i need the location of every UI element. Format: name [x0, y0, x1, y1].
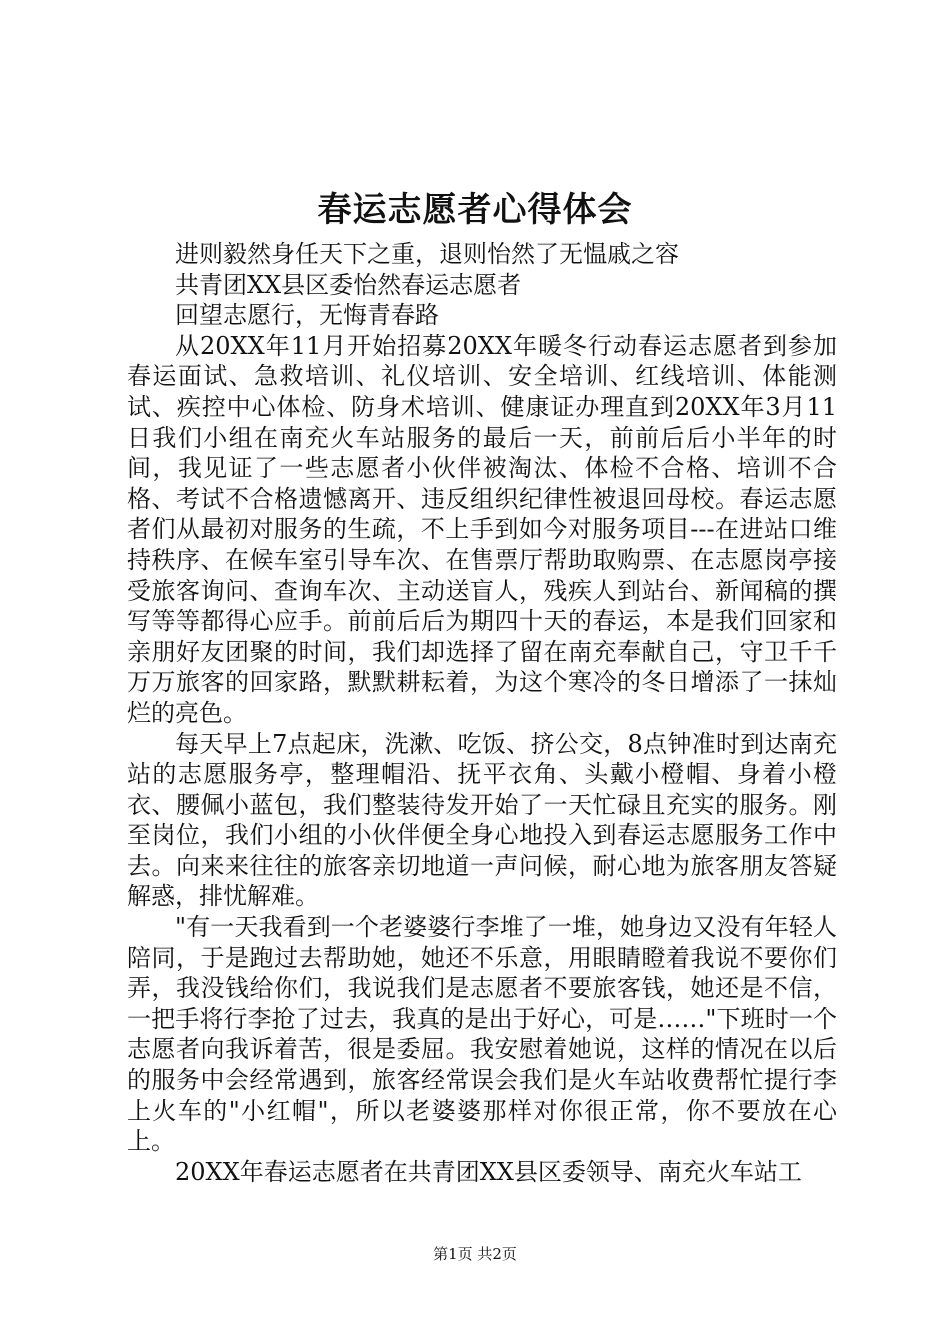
- body-paragraph-motto: 进则毅然身任天下之重，退则怡然了无愠戚之容: [175, 240, 679, 268]
- body-paragraph: 20XX年春运志愿者在共青团XX县区委领导、南充火车站工: [175, 1157, 802, 1186]
- body-paragraph: "有一天我看到一个老婆婆行李堆了一堆，她身边又没有年轻人陪同，于是跑过去帮助她，她还不乐意，用眼睛瞪着我说不要你们弄，我没钱给你们，我说我们是志愿者不要旅客钱，她还是不信，一把手将行李抢了过去，我真的是出于好心，可是……"下班时一个志愿者向我诉着苦，很是委屈。我安慰着她说，这样的情况在以后的服务中会经常遇到，旅客经常误会我们是火车站收费帮忙提行李上火车的"小红帽"，所以老婆婆那样对你很正常，你不要放在心上。: [127, 913, 837, 1156]
- document-body: [127, 239, 837, 1187]
- body-paragraph-subtitle: 回望志愿行，无悔青春路: [175, 301, 439, 330]
- document-title: 春运志愿者心得体会: [317, 190, 633, 230]
- body-paragraph: 从20XX年11月开始招募20XX年暖冬行动春运志愿者到参加春运面试、急救培训、礼仪培训、安全培训、红线培训、体能测试、疾控中心体检、防身术培训、健康证办理直到20XX年3月11日我们小组在南充火车站服务的最后一天，前前后后小半年的时间，我见证了一些志愿者小伙伴被淘汰、体检不合格、培训不合格、考试不合格遗憾离开、违反组织纪律性被退回母校。春运志愿者们从最初对服务的生疏，不上手到如今对服务项目---在进站口维持秩序、在候车室引导车次、在售票厅帮助取购票、在志愿岗亭接受旅客询问、查询车次、主动送盲人，残疾人到站台、新闻稿的撰写等等都得心应手。前前后后为期四十天的春运，本是我们回家和亲朋好友团聚的时间，我们却选择了留在南充奉献自己，守卫千千万万旅客的回家路，默默耕耘着，为这个寒冷的冬日增添了一抹灿烂的亮色。: [127, 331, 837, 727]
- body-paragraph-author: 共青团XX县区委怡然春运志愿者: [175, 270, 522, 299]
- page-footer: 第1页 共2页: [433, 1245, 517, 1263]
- body-paragraph: 每天早上7点起床，洗漱、吃饭、挤公交，8点钟准时到达南充站的志愿服务亭，整理帽沿、抚平衣角、头戴小橙帽、身着小橙衣、腰佩小蓝包，我们整装待发开始了一天忙碌且充实的服务。刚至岗位，我们小组的小伙伴便全身心地投入到春运志愿服务工作中去。向来来往往的旅客亲切地道一声问候，耐心地为旅客朋友答疑解惑，排忧解难。: [127, 729, 837, 911]
